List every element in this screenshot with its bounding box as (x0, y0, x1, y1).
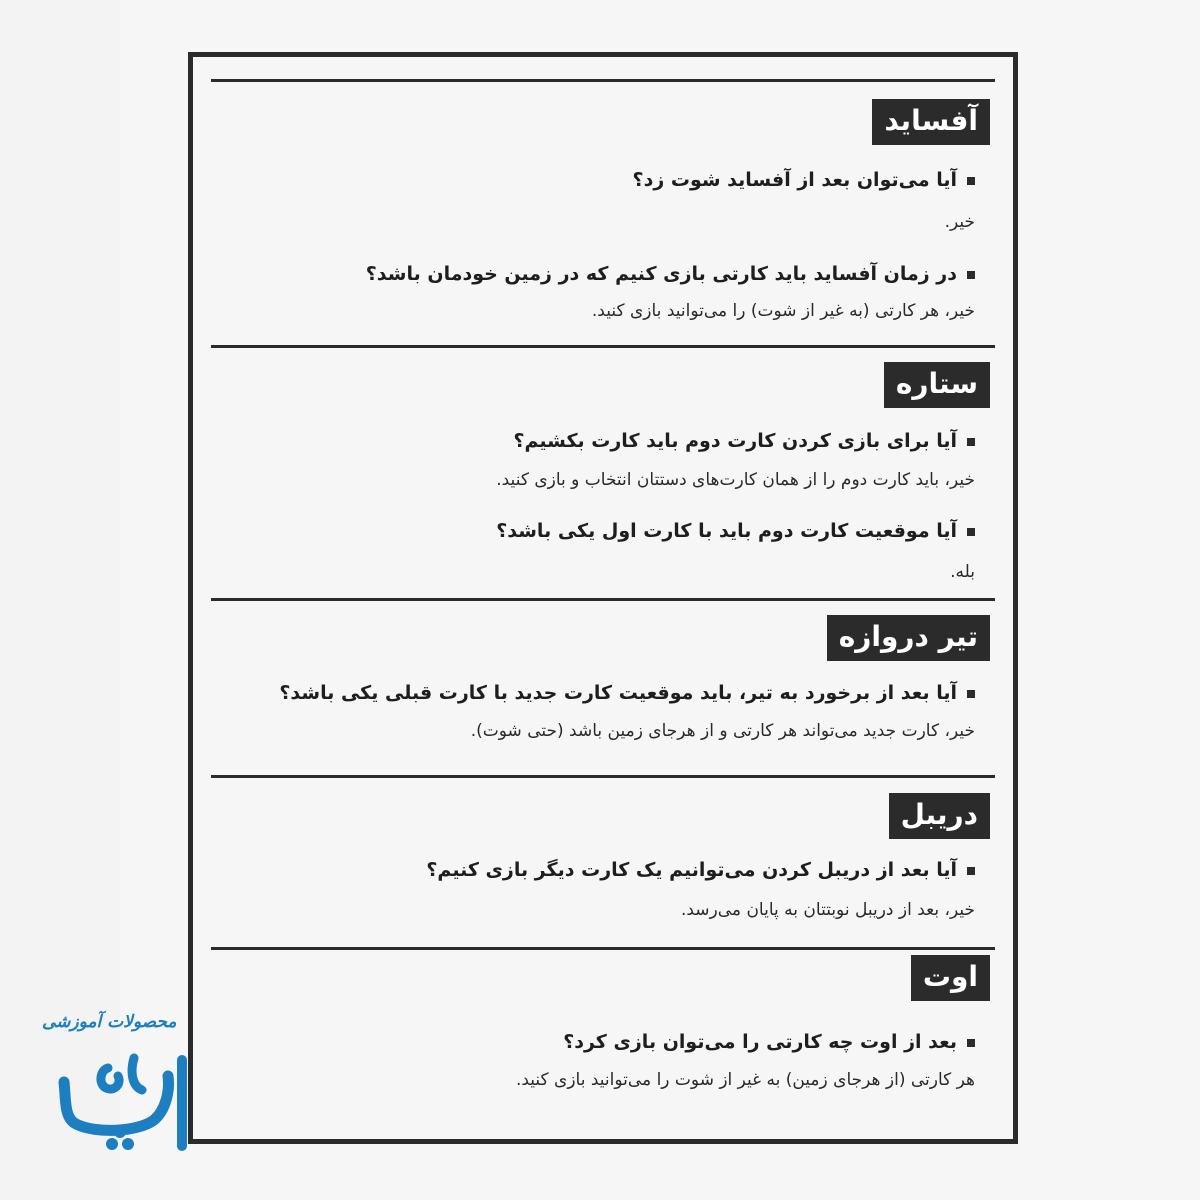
section-title-offside: آفساید (872, 99, 990, 145)
answer: خیر، هر کارتی (به غیر از شوت) را می‌توانید بازی کنید. (591, 301, 975, 321)
section-title-star: ستاره (884, 362, 990, 408)
answer: خیر. (944, 212, 975, 232)
answer: خیر، باید کارت دوم را از همان کارت‌های دستتان انتخاب و بازی کنید. (496, 470, 975, 490)
watermark-tagline: محصولات آموزشی (42, 1012, 177, 1032)
question: آیا می‌توان بعد از آفساید شوت زد؟ (633, 169, 975, 191)
section-title-dribble: دریبل (889, 793, 990, 839)
section-divider (211, 79, 995, 82)
bullet-icon (967, 690, 975, 698)
question: آیا بعد از دریبل کردن می‌توانیم یک کارت دیگر بازی کنیم؟ (426, 859, 975, 881)
section-divider (211, 598, 995, 601)
bullet-icon (967, 438, 975, 446)
answer: هر کارتی (از هرجای زمین) به غیر از شوت را می‌توانید بازی کنید. (515, 1070, 975, 1090)
question: بعد از اوت چه کارتی را می‌توان بازی کرد؟ (563, 1031, 975, 1053)
bullet-icon (967, 271, 975, 279)
question: آیا برای بازی کردن کارت دوم باید کارت بکشیم؟ (513, 430, 975, 452)
bullet-icon (967, 867, 975, 875)
bullet-icon (967, 528, 975, 536)
bullet-icon (967, 177, 975, 185)
section-divider (211, 775, 995, 778)
section-divider (211, 345, 995, 348)
section-title-throw-in: اوت (911, 955, 990, 1001)
section-title-goalpost: تیر دروازه (827, 615, 990, 661)
question: در زمان آفساید باید کارتی بازی کنیم که در زمین خودمان باشد؟ (366, 263, 975, 285)
answer: خیر، کارت جدید می‌تواند هر کارتی و از هرجای زمین باشد (حتی شوت). (470, 721, 975, 741)
answer: خیر، بعد از دریبل نوبتتان به پایان می‌رسد. (680, 900, 975, 920)
bullet-icon (967, 1039, 975, 1047)
question: آیا بعد از برخورد به تیر، باید موقعیت کارت جدید با کارت قبلی یکی باشد؟ (279, 682, 975, 704)
answer: بله. (950, 562, 975, 582)
section-divider (211, 947, 995, 950)
brand-logo-icon (46, 1040, 196, 1160)
rules-frame (188, 52, 1018, 1144)
question: آیا موقعیت کارت دوم باید با کارت اول یکی باشد؟ (496, 520, 975, 542)
